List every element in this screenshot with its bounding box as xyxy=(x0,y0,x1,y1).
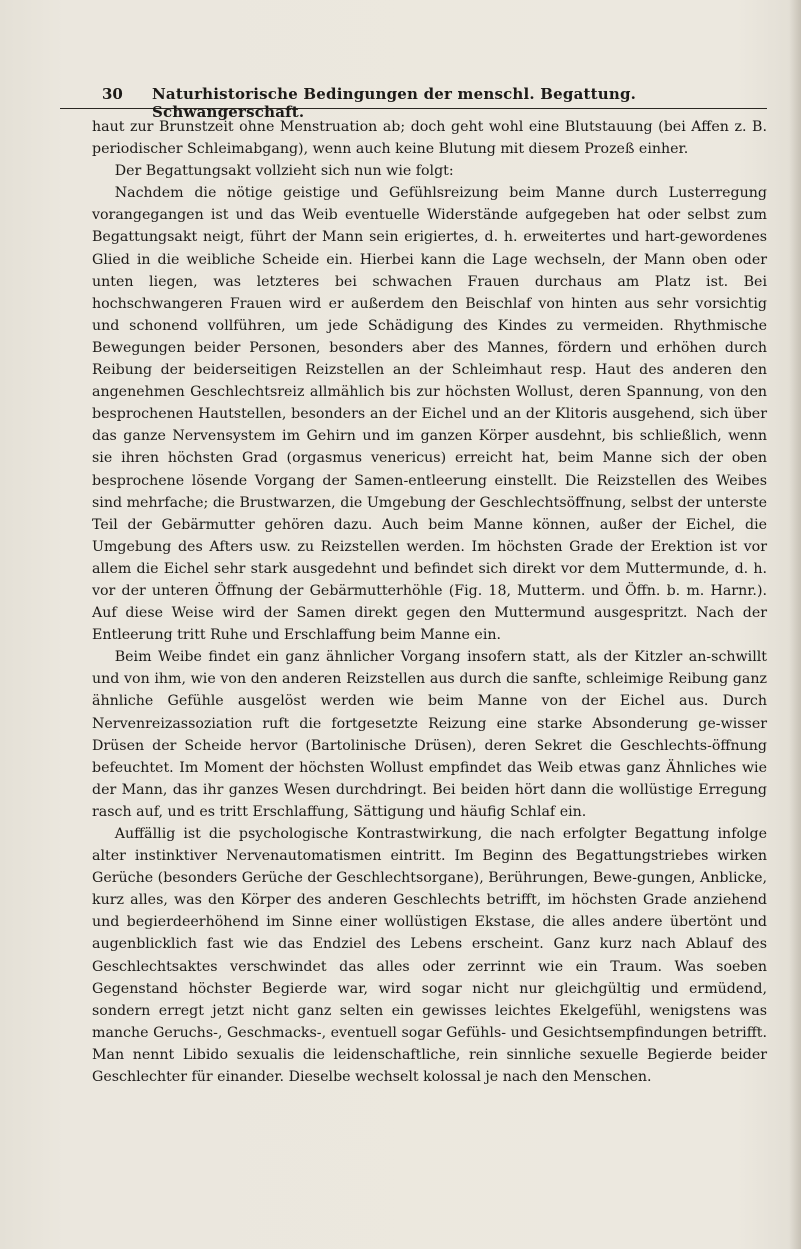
page-edge-shadow xyxy=(789,0,801,1249)
paragraph: Beim Weibe findet ein ganz ähnlicher Vorgang insofern statt, als der Kitzler an-schwillt und von ihm, wie von den anderen Reizstellen aus durch die sanfte, schleimige Reibung ganz ähnliche Gefühle ausgelöst werden wie beim Manne von der Eichel aus. Durch Nervenreizassoziation ruft die fortgesetzte Reizung eine starke Absonderung ge-wisser Drüsen der Scheide hervor (Bartolinische Drüsen), deren Sekret die Geschlechts-öffnung befeuchtet. Im Moment der höchsten Wollust empfindet das Weib etwas ganz Ähnliches wie der Mann, das ihr ganzes Wesen durchdringt. Bei beiden hört dann die wollüstige Erregung rasch auf, und es tritt Erschlaffung, Sättigung und häufig Schlaf ein. xyxy=(92,649,767,820)
paragraph: haut zur Brunstzeit ohne Menstruation ab; doch geht wohl eine Blutstauung (bei Affen z. B. periodischer Schleimabgang), wenn auch keine Blutung mit diesem Prozeß einher. xyxy=(92,119,767,158)
body-text xyxy=(92,116,767,1088)
running-head xyxy=(60,82,767,121)
page-number: 30 xyxy=(102,85,123,103)
paragraph: Der Begattungsakt vollzieht sich nun wie folgt: xyxy=(114,163,454,180)
paragraph: Auffällig ist die psychologische Kontrastwirkung, die nach erfolgter Begattung infolge alter instinktiver Nervenautomatismen eintritt. Im Beginn des Begattungstriebes wirken Gerüche (besonders Gerüche der Geschlechtsorgane), Berührungen, Bewe-gungen, Anblicke, kurz alles, was den Körper des anderen Geschlechts betrifft, im höchsten Grade anziehend und begierdeerhöhend im Sinne einer wollüstigen Ekstase, die alles andere übertönt und augenblicklich fast wie das Endziel des Lebens erscheint. Ganz kurz nach Ablauf des Geschlechtsaktes verschwindet das alles oder zerrinnt wie ein Traum. Was soeben Gegenstand höchster Begierde war, wird sogar nicht nur gleichgültig und ermüdend, sondern erregt jetzt nicht ganz selten ein gewisses leichtes Ekelgefühl, wenigstens was manche Geruchs-, Geschmacks-, eventuell sogar Gefühls- und Gesichtsempfindungen betrifft. Man nennt Libido sexualis die leidenschaftliche, rein sinnliche sexuelle Begierde beider Geschlechter für einander. Dieselbe wechselt kolossal je nach den Menschen. xyxy=(92,826,767,1086)
paragraph: Nachdem die nötige geistige und Gefühlsreizung beim Manne durch Lusterregung vorangegangen ist und das Weib eventuelle Widerstände aufgegeben hat oder selbst zum Begattungsakt neigt, führt der Mann sein erigiertes, d. h. erweitertes und hart-gewordenes Glied in die weibliche Scheide ein. Hierbei kann die Lage wechseln, der Mann oben oder unten liegen, was letzteres bei schwachen Frauen durchaus am Platz ist. Bei hochschwangeren Frauen wird er außerdem den Beischlaf von hinten aus sehr vorsichtig und schonend vollführen, um jede Schädigung des Kindes zu vermeiden. Rhythmische Bewegungen beider Personen, besonders aber des Mannes, fördern und erhöhen durch Reibung der beiderseitigen Reizstellen an der Schleimhaut resp. Haut des anderen den angenehmen Geschlechtsreiz allmählich bis zur höchsten Wollust, deren Spannung, von den besprochenen Hautstellen, besonders an der Eichel und an der Klitoris ausgehend, sich über das ganze Nervensystem im Gehirn und im ganzen Körper ausdehnt, bis schließlich, wenn sie ihren höchsten Grad (orgasmus venericus) erreicht hat, beim Manne sich der oben besprochene lösende Vorgang der Samen-entleerung einstellt. Die Reizstellen des Weibes sind mehrfache; die Brustwarzen, die Umgebung der Geschlechtsöffnung, selbst der unterste Teil der Gebärmutter gehören dazu. Auch beim Manne können, außer der Eichel, die Umgebung des Afters usw. zu Reizstellen werden. Im höchsten Grade der Erektion ist vor allem die Eichel sehr stark ausgedehnt und befindet sich direkt vor dem Muttermunde, d. h. vor der unteren Öffnung der Gebärmutterhöhle (Fig. 18, Mutterm. und Öffn. b. m. Harnr.). Auf diese Weise wird der Samen direkt gegen den Muttermund ausgespritzt. Nach der Entleerung tritt Ruhe und Erschlaffung beim Manne ein. xyxy=(92,185,767,644)
running-title: Naturhistorische Bedingungen der menschl. Begattung. Schwangerschaft. xyxy=(152,85,637,121)
